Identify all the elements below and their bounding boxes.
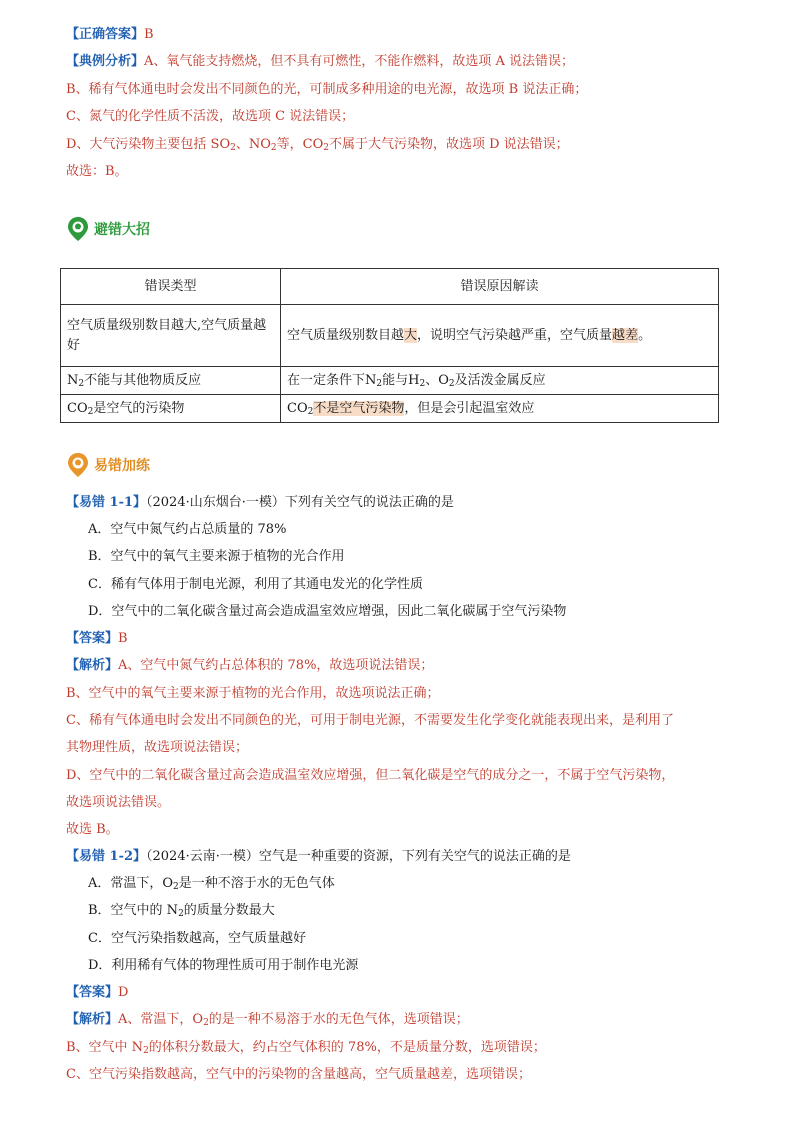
analysis-line-a: 【典例分析】A、氧气能支持燃烧，但不具有可燃性，不能作燃料，故选项 A 说法错误； <box>66 54 575 69</box>
option-a: A．空气中氮气约占总质量的 78% <box>88 522 287 537</box>
question-1-2-tag: 【易错 1-2】 <box>66 849 147 864</box>
question-1-2-answer: 【答案】D <box>66 985 129 1000</box>
table-cell-reason: 空气质量级别数目越大，说明空气污染越严重，空气质量越差。 <box>281 305 719 367</box>
table-header-row <box>61 269 719 305</box>
question-1-1-answer: 【答案】B <box>66 631 128 646</box>
table-cell-reason: 在一定条件下$N_2$能与$H_2$、$O_2$及活泼金属反应 <box>281 367 719 395</box>
question-1-1-tag: 【易错 1-1】 <box>66 495 147 510</box>
question-1-1-analysis-c2: 其物理性质，故选项说法错误； <box>66 740 249 755</box>
analysis-label: 【典例分析】 <box>66 54 145 69</box>
table-header-cell: 错误原因解读 <box>281 269 719 305</box>
location-pin-icon <box>66 216 90 242</box>
table-row <box>61 395 719 423</box>
correct-answer-line <box>66 26 753 44</box>
option-d: D．空气中的二氧化碳含量过高会造成温室效应增强，因此二氧化碳属于空气污染物 <box>88 604 567 619</box>
question-1-1-analysis-a: 【解析】A、空气中氮气约占总体积的 78%，故选项说法错误； <box>66 658 434 673</box>
avoid-errors-title: 避错大招 <box>94 222 150 238</box>
analysis-line-b: B、稀有气体通电时会发出不同颜色的光，可制成多种用途的电光源，故选项 B 说法正确； <box>66 82 588 97</box>
practice-heading <box>66 451 150 479</box>
question-1-2-analysis-a: 【解析】A、常温下，$O_2$的是一种不易溶于水的无色气体，选项错误； <box>66 1012 469 1028</box>
option-c: C．空气污染指数越高，空气质量越好 <box>88 931 306 946</box>
practice-title: 易错加练 <box>94 458 150 474</box>
analysis-line-c: C、氮气的化学性质不活泼，故选项 C 说法错误； <box>66 109 355 124</box>
option-c: C．稀有气体用于制电光源，利用了其通电发光的化学性质 <box>88 577 423 592</box>
table-row <box>61 367 719 395</box>
table-row <box>61 305 719 367</box>
table-cell-type: $CO_2$是空气的污染物 <box>61 395 281 423</box>
option-b: B．空气中的 $N_2$的质量分数最大 <box>88 903 275 919</box>
table-cell-type: 空气质量级别数目越大,空气质量越好 <box>61 305 281 367</box>
error-table <box>60 268 719 423</box>
question-1-2-analysis-c: C、空气污染指数越高，空气中的污染物的含量越高，空气质量越差，选项错误； <box>66 1067 531 1082</box>
lightbulb-icon <box>66 452 90 478</box>
option-b: B．空气中的氧气主要来源于植物的光合作用 <box>88 549 345 564</box>
table-cell-reason: $CO_2$不是空气污染物，但是会引起温室效应 <box>281 395 719 423</box>
question-1-1-conclusion: 故选 B。 <box>66 822 119 837</box>
analysis-conclusion: 故选：B。 <box>66 164 128 179</box>
table-header-cell: 错误类型 <box>61 269 281 305</box>
question-1-1-analysis-d2: 故选项说法错误。 <box>66 795 171 810</box>
option-d: D．利用稀有气体的物理性质可用于制作电光源 <box>88 958 359 973</box>
question-1-1-analysis-c1: C、稀有气体通电时会发出不同颜色的光，可用于制电光源，不需要发生化学变化就能表现出来，是利用了 <box>66 713 674 728</box>
avoid-errors-heading <box>66 215 150 243</box>
correct-answer-label: 【正确答案】 <box>66 27 145 42</box>
analysis-line-d: D、大气污染物主要包括 $SO_2$、$NO_2$等，$CO_2$不属于大气污染物，故选项 D 说法错误； <box>66 137 569 153</box>
question-1-2-stem: 【易错 1-2】（2024·云南·一模）空气是一种重要的资源，下列有关空气的说法正确的是 <box>66 849 571 864</box>
option-a: A．常温下，$O_2$是一种不溶于水的无色气体 <box>88 876 335 892</box>
question-1-2-analysis-b: B、空气中 $N_2$的体积分数最大，约占空气体积的 78%，不是质量分数，选项错误； <box>66 1040 546 1056</box>
table-cell-type: $N_2$不能与其他物质反应 <box>61 367 281 395</box>
question-1-1-analysis-b: B、空气中的氧气主要来源于植物的光合作用，故选项说法正确； <box>66 686 440 701</box>
question-1-1-stem: 【易错 1-1】（2024·山东烟台·一模）下列有关空气的说法正确的是 <box>66 495 454 510</box>
question-1-1-analysis-d1: D、空气中的二氧化碳含量过高会造成温室效应增强，但二氧化碳是空气的成分之一，不属于空气污染物， <box>66 768 675 783</box>
correct-answer-value: B <box>144 27 154 42</box>
